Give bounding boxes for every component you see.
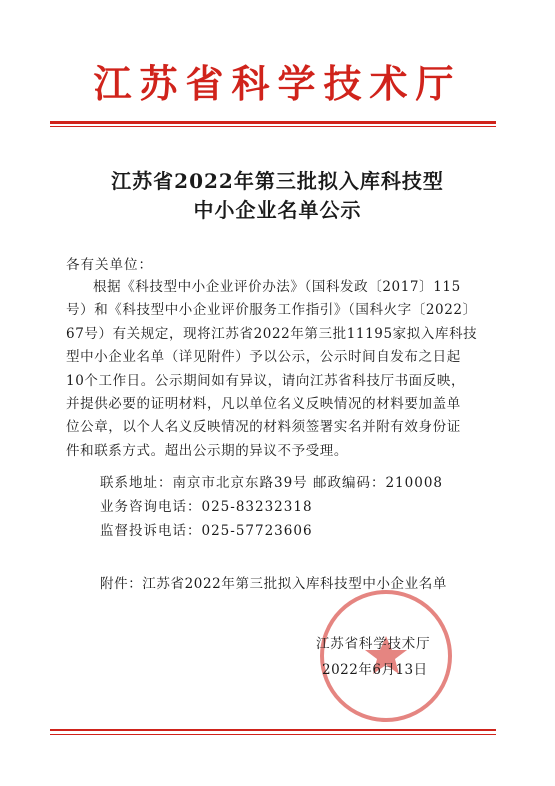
body-line: 号）和《科技型中小企业评价服务工作指引》（国科火字〔2022〕 — [66, 302, 477, 319]
contact-complaint-phone: 监督投诉电话：025-57723606 — [100, 523, 313, 539]
official-seal-icon — [318, 588, 454, 724]
signature-date: 2022年6月13日 — [322, 662, 428, 678]
body-line: 10个工作日。公示期间如有异议，请向江苏省科技厅书面反映， — [66, 372, 466, 389]
doc-title-line2: 中小企业名单公示 — [193, 198, 362, 222]
body-line: 并提供必要的证明材料，凡以单位名义反映情况的材料要加盖单 — [66, 396, 461, 413]
footer-rule-thin — [50, 734, 496, 735]
body-line: 型中小企业名单（详见附件）予以公示，公示时间自发布之日起 — [66, 349, 461, 366]
body-line: 根据《科技型中小企业评价办法》（国科发政〔2017〕115 — [93, 279, 461, 295]
signature-org: 江苏省科学技术厅 — [316, 636, 431, 652]
footer-rule-thick — [50, 729, 496, 731]
body-paragraph — [66, 276, 494, 463]
body-line: 位公章，以个人名义反映情况的材料须签署实名并附有效身份证 — [66, 419, 461, 436]
letterhead-rule-thin — [50, 126, 496, 127]
salutation: 各有关单位： — [66, 257, 153, 273]
attachment-note: 附件：江苏省2022年第三批拟入库科技型中小企业名单 — [100, 576, 447, 592]
body-line: 件和联系方式。超出公示期的异议不予受理。 — [66, 442, 348, 459]
contact-consult-phone: 业务咨询电话：025-83232318 — [100, 499, 313, 515]
letterhead-rule-thick — [50, 121, 496, 124]
letterhead-org-name: 江苏省科学技术厅 — [93, 61, 462, 106]
doc-title-line1: 江苏省2022年第三批拟入库科技型 — [111, 169, 444, 193]
contact-address: 联系地址：南京市北京东路39号 邮政编码：210008 — [100, 475, 444, 491]
body-line: 67号）有关规定，现将江苏省2022年第三批11195家拟入库科技 — [66, 325, 478, 342]
